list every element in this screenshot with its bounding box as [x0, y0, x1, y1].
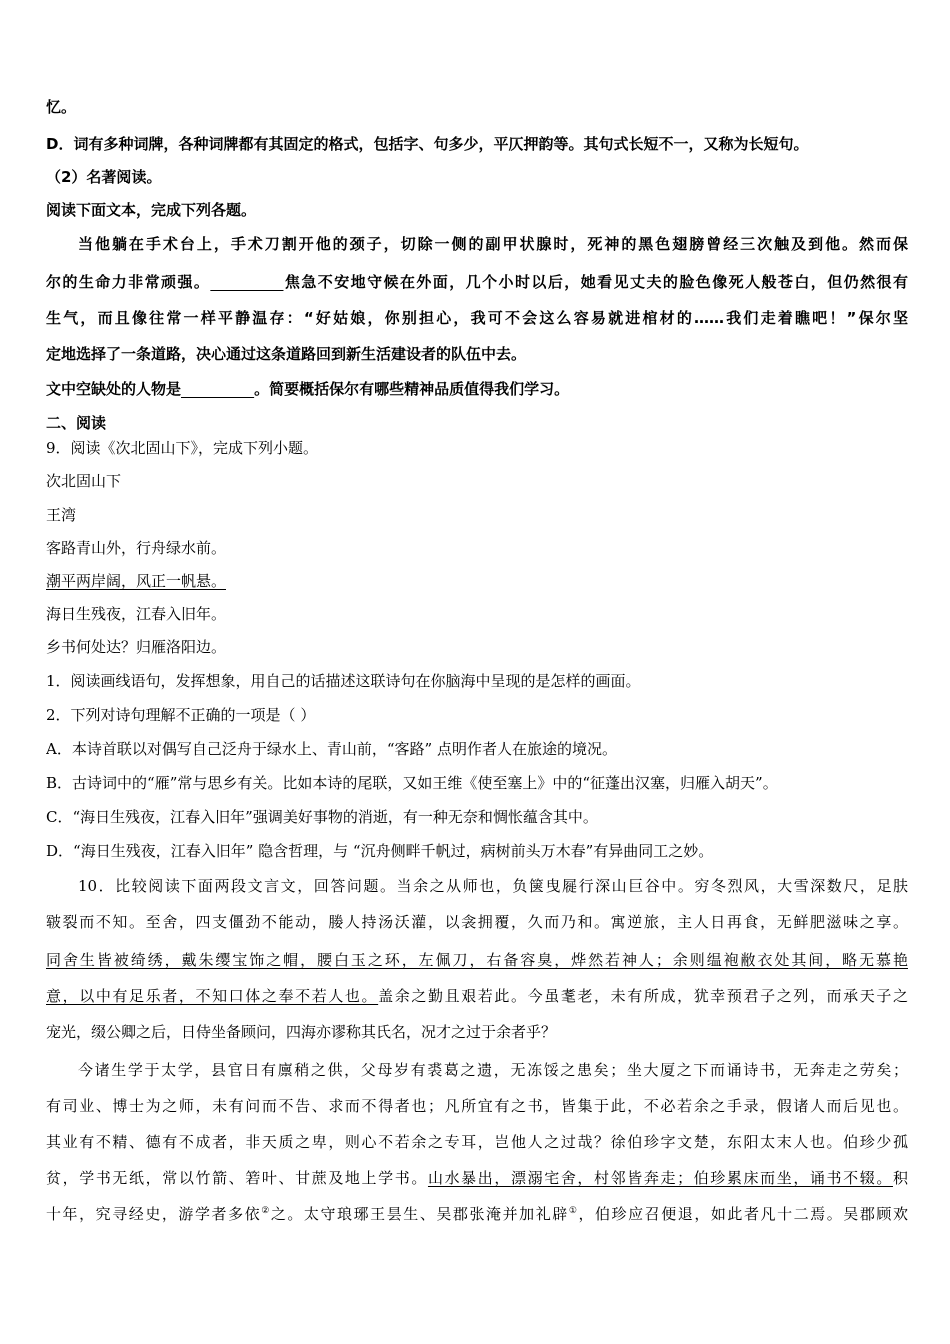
text-line: 忆。	[46, 98, 77, 116]
fill-blank[interactable]	[181, 380, 254, 398]
classical-text-line: 宠光，缀公卿之后，日侍坐备顾问，四海亦谬称其氏名，况才之过于余者乎？	[46, 1023, 557, 1041]
classical-text-line: 其业有不精、德有不成者，非天质之卑，则心不若余之专耳，岂他人之过哉？徐伯珍字文楚，东阳太末人也。伯珍少孤	[46, 1133, 908, 1151]
question-line: 文中空缺处的人物是 。简要概括保尔有哪些精神品质值得我们学习。	[46, 380, 570, 398]
poem-title: 次北固山下	[46, 472, 122, 490]
classical-text-line: 有司业、博士为之师，未有问而不告、求而不得者也；凡所宜有之书，皆集于此，不必若余之手录，假诸人而后见也。	[46, 1097, 908, 1115]
subquestion-1: 1．阅读画线语句，发挥想象，用自己的话描述这联诗句在你脑海中呈现的是怎样的画面。	[46, 672, 641, 690]
option-a[interactable]: A．本诗首联以对偶写自己泛舟于绿水上、青山前，“客路” 点明作者人在旅途的境况。	[46, 740, 617, 758]
classical-text-line: 10．比较阅读下面两段文言文，回答问题。当余之从师也，负箧曳屣行深山巨谷中。穷冬烈风，大雪深数尺，足肤	[78, 877, 908, 895]
question-9: 9．阅读《次北固山下》，完成下列小题。	[46, 439, 319, 457]
option-c[interactable]: C．“海日生残夜，江春入旧年”强调美好事物的消逝，有一种无奈和惆怅蕴含其中。	[46, 808, 598, 826]
poem-line: 客路青山外，行舟绿水前。	[46, 539, 227, 557]
classical-text-line: 意，以中有足乐者，不知口体之奉不若人也。盖余之勤且艰若此。今虽耄老，未有所成，犹幸预君子之列，而承天子之	[46, 987, 908, 1005]
classical-text-line: 今诸生学于太学，县官日有廪稍之供，父母岁有裘葛之遗，无冻馁之患矣；坐大厦之下而诵诗书，无奔走之劳矣；	[78, 1061, 908, 1079]
instruction-line: 阅读下面文本，完成下列各题。	[46, 201, 257, 219]
fill-blank[interactable]	[210, 273, 283, 291]
subquestion-heading: （2）名著阅读。	[46, 168, 162, 186]
passage-line: 当他躺在手术台上，手术刀割开他的颈子，切除一侧的副甲状腺时，死神的黑色翅膀曾经三次触及到他。然而保	[78, 235, 908, 253]
section-heading: 二、阅读	[46, 414, 107, 432]
classical-text-line-underlined: 同舍生皆被绮绣，戴朱缨宝饰之帽，腰白玉之环，左佩刀，右备容臭，烨然若神人；余则缊袍敝衣处其间，略无慕艳	[46, 951, 908, 969]
poem-line: 乡书何处达？归雁洛阳边。	[46, 638, 227, 656]
poem-line-underlined: 潮平两岸阔，风正一帆悬。	[46, 572, 227, 590]
option-d[interactable]: D．“海日生残夜，江春入旧年” 隐含哲理，与 “沉舟侧畔千帆过，病树前头万木春”有异曲同工之妙。	[46, 842, 714, 860]
classical-text-line: 皲裂而不知。至舍，四支僵劲不能动，媵人持汤沃灌，以衾拥覆，久而乃和。寓逆旅，主人日再食，无鲜肥滋味之享。	[46, 913, 908, 931]
option-b[interactable]: B．古诗词中的“雁”常与思乡有关。比如本诗的尾联，又如王维《使至塞上》中的“征蓬出汉塞，归雁入胡天”。	[46, 774, 778, 792]
passage-line: 尔的生命力非常顽强。 焦急不安地守候在外面，几个小时以后，她看见丈夫的脸色像死人般苍白，但仍然很有	[46, 273, 908, 291]
passage-line: 定地选择了一条道路，决心通过这条道路回到新生活建设者的队伍中去。	[46, 345, 527, 363]
footnote-mark: ②	[261, 1206, 271, 1216]
classical-text-line: 贫，学书无纸，常以竹箭、箬叶、甘蔗及地上学书。山水暴出，漂溺宅舍，村邻皆奔走；伯珍累床而坐，诵书不辍。积	[46, 1169, 908, 1187]
classical-text-line: 十年，究寻经史，游学者多依②之。太守琅琊王昙生、吴郡张淹并加礼辟①，伯珍应召便退，如此者凡十二焉。吴郡顾欢	[46, 1205, 908, 1223]
subquestion-2: 2．下列对诗句理解不正确的一项是（ ）	[46, 706, 316, 724]
footnote-mark: ①	[568, 1206, 579, 1216]
option-d-line: D．词有多种词牌，各种词牌都有其固定的格式，包括字、句多少，平仄押韵等。其句式长短不一，又称为长短句。	[46, 135, 809, 153]
poem-author: 王湾	[46, 506, 77, 524]
poem-line: 海日生残夜，江春入旧年。	[46, 605, 227, 623]
passage-line: 生气，而且像往常一样平静温存：“好姑娘，你别担心，我可不会这么容易就进棺材的……我们走着瞧吧！”保尔坚	[46, 309, 908, 327]
